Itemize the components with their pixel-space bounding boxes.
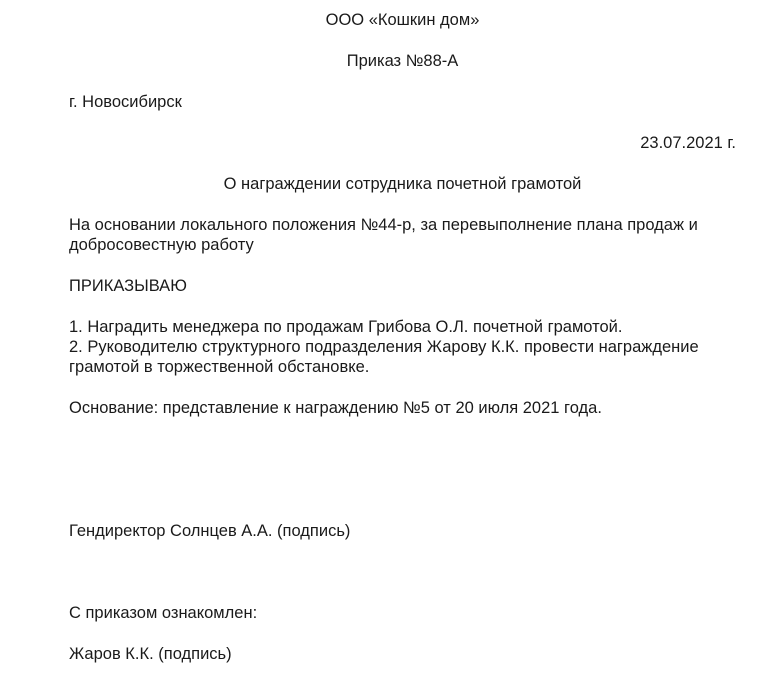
basis-reference: Основание: представление к награждению №5 от 20 июля 2021 года. xyxy=(69,399,602,417)
acknowledged-signature: Жаров К.К. (подпись) xyxy=(69,645,232,663)
order-subject: О награждении сотрудника почетной грамотой xyxy=(223,175,582,193)
order-item-2: 2. Руководителю структурного подразделения Жарову К.К. провести награждение xyxy=(69,338,699,356)
company-name: ООО «Кошкин дом» xyxy=(325,11,480,29)
basis-intro-line-1: На основании локального положения №44-р, за перевыполнение плана продаж и xyxy=(69,216,698,234)
city: г. Новосибирск xyxy=(69,93,182,111)
acknowledged-label: С приказом ознакомлен: xyxy=(69,604,258,622)
order-item-2-continued: грамотой в торжественной обстановке. xyxy=(69,358,370,376)
basis-intro-line-2: добросовестную работу xyxy=(69,236,254,254)
director-signature: Гендиректор Солнцев А.А. (подпись) xyxy=(69,522,351,540)
order-item-1: 1. Наградить менеджера по продажам Грибова О.Л. почетной грамотой. xyxy=(69,318,623,336)
order-word: ПРИКАЗЫВАЮ xyxy=(69,277,187,295)
order-date: 23.07.2021 г. xyxy=(640,134,736,152)
order-title: Приказ №88-А xyxy=(346,52,459,70)
